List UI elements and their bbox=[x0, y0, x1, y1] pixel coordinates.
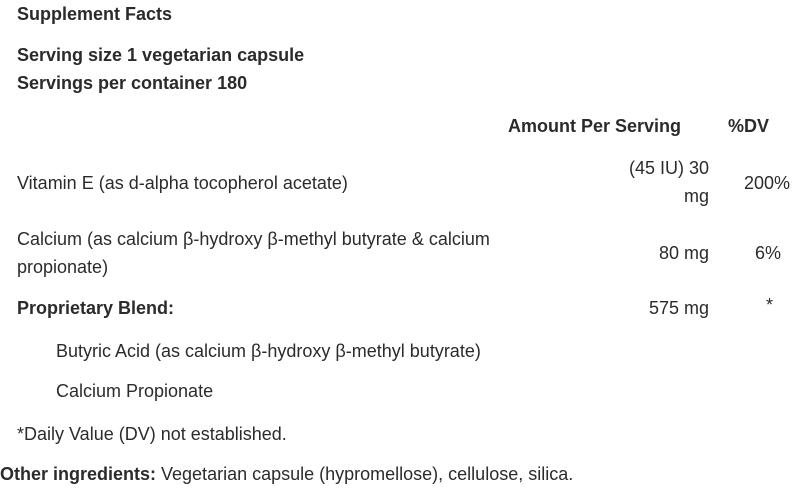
panel-title: Supplement Facts bbox=[17, 4, 173, 24]
serving-size: Serving size 1 vegetarian capsule bbox=[17, 45, 305, 65]
nutrient-dv: 200% bbox=[744, 173, 791, 193]
amount-per-serving-header: Amount Per Serving bbox=[508, 116, 682, 136]
dv-footnote: *Daily Value (DV) not established. bbox=[17, 424, 287, 444]
nutrient-amount-line1: (45 IU) 30 bbox=[628, 158, 709, 178]
servings-per-container: Servings per container 180 bbox=[17, 73, 248, 93]
blend-item-calcium-propionate: Calcium Propionate bbox=[56, 381, 214, 401]
nutrient-dv: * bbox=[766, 295, 774, 315]
nutrient-name-line1: Calcium (as calcium β-hydroxy β-methyl butyrate & calcium bbox=[17, 229, 490, 249]
other-ingredients bbox=[0, 463, 573, 485]
other-ingredients-text: Vegetarian capsule (hypromellose), cellulose, silica. bbox=[156, 464, 574, 484]
nutrient-amount-line2: mg bbox=[683, 186, 709, 206]
nutrient-amount: 575 mg bbox=[648, 298, 709, 318]
nutrient-name-line2: propionate) bbox=[17, 257, 109, 277]
other-ingredients-label: Other ingredients: bbox=[0, 464, 157, 484]
nutrient-name: Vitamin E (as d-alpha tocopherol acetate) bbox=[17, 173, 348, 193]
nutrient-dv: 6% bbox=[755, 243, 782, 263]
nutrient-amount: 80 mg bbox=[658, 243, 709, 263]
dv-header: %DV bbox=[728, 116, 770, 136]
blend-item-butyric-acid: Butyric Acid (as calcium β-hydroxy β-methyl butyrate) bbox=[56, 341, 481, 361]
nutrient-name: Proprietary Blend: bbox=[17, 298, 175, 318]
